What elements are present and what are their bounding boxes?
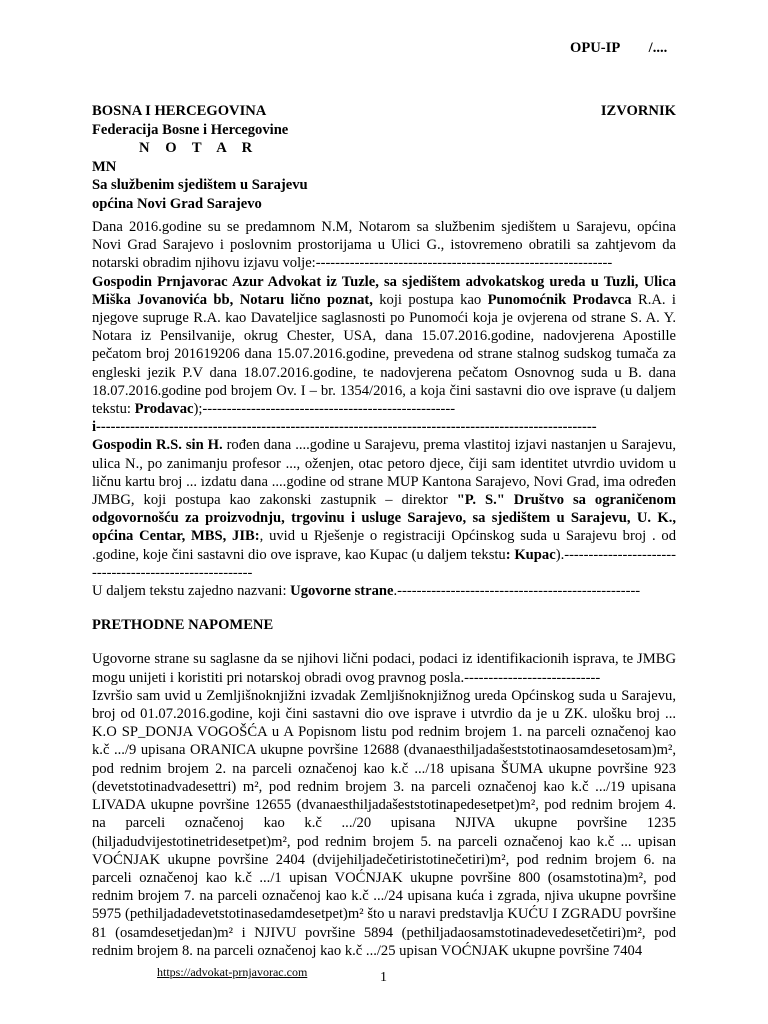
notary-municipality: općina Novi Grad Sarajevo: [92, 195, 262, 212]
intro-paragraph: Dana 2016.godine su se predamnom N.M, Notarom sa službenim sjedištem u Sarajevu, općina Novi Grad Sarajevo i poslovnim prostorijama u Ulici G., istovremeno obratili sa zahtjevom da notarski obradim njihovu izjavu volje:-------------------------------------------------------------: [92, 219, 676, 272]
buyer-name: Gospodin R.S. sin H.: [92, 437, 223, 454]
entity-heading: Federacija Bosne i Hercegovine: [92, 121, 289, 138]
buyer-text-end: ).--------------------------------------------------------: [92, 546, 676, 581]
conjunction-line: [92, 418, 676, 436]
seller-text-rest: R.A. i njegove supruge R.A. kao Davateljice saglasnosti po Punomoći koja je ovjerena od strane S. A. Y. Notara iz Pensilvanije, okrug Chester, USA, dana 15.07.2016.godine, nadovjerena Apostille pečatom broj 201619206 dana 15.07.2016.godine, prevedena od strane stalnog sudskog tumača za engleski jezik P.V dana 18.07.2016.godine, te nadovjerena pečatom Osnovnog suda u B. dana 18.07.2016.godine pod brojem Ov. I – br. 1354/2016, a koja čini sastavni dio ove isprave (u daljem tekstu:: [92, 291, 676, 418]
seller-alias: Prodavac: [134, 401, 194, 418]
section-title: PRETHODNE NAPOMENE: [92, 617, 274, 634]
country-heading: BOSNA I HERCEGOVINA: [92, 103, 267, 119]
together-line: [92, 582, 676, 600]
contracting-parties: Ugovorne strane: [290, 583, 394, 600]
seller-role: Punomoćnik Prodavca: [487, 291, 632, 308]
together-end: .--------------------------------------------------: [393, 583, 641, 600]
original-tag: IZVORNIK: [600, 103, 676, 119]
document-reference: OPU-IP /....: [570, 40, 668, 56]
buyer-text-b: , uvid u Rješenje o registraciji Općinskog suda u Sarajevu broj . od .godine, koje čini sastavni dio ove isprave, kao Kupac (u daljem tekstu: [92, 528, 676, 563]
note-land-registry: Izvršio sam uvid u Zemljišnoknjižni izvadak Zemljišnoknjižnog ureda Općinskog suda u Sarajevu, broj od 01.07.2016.godine, koji čini sastavni dio ove isprave i utvrdio da je u ZK. ulošku broj ... K.O SP_DONJA VOGOŠĆA u A Popisnom listu pod rednim brojem 1. na parceli označenoj kao k.č .../9 upisana ORANICA ukupne površine 12688 (dvanaesthiljadašeststotinaosamdesetosam)m², pod rednim brojem 2. na parceli označenoj kao k.č .../18 upisana ŠUMA ukupne površine 923 (devetstotinadvadesettri) m², pod rednim brojem 3. na parceli označenoj kao k.č .../19 upisana LIVADA ukupne površine 12655 (dvanaesthiljadašeststotinapedesetpet)m², pod rednim brojem 4. na parceli označenoj kao k.č .../20 upisana NJIVA ukupne površine 1235 (hiljadudvijestotinetridesetpet)m², pod rednim brojem 5. na parceli označenoj kao k.č ... upisan VOĆNJAK ukupne površine 2404 (dvijehiljadečetiristotinečetiri)m², pod rednim brojem 6. na parceli označenoj kao k.č .../1 upisan VOĆNJAK ukupne površine 800 (osamstotina)m², pod rednim brojem 7. na parceli označenoj kao k.č .../24 upisana kuća i zgrada, njiva ukupne površine 5975 (pethiljadadevetstotinasedamdesetpet)m² što u naravi predstavlja KUĆU I ZGRADU površine 81 (osamdesetjedan)m² i NJIVU površine 5894 (pethiljadaosamstotinadevedesetčetiri)m², pod rednim brojem 8. na parceli označenoj kao k.č .../25 upisan VOĆNJAK ukupne površine 7404: [92, 687, 676, 959]
buyer-alias: : Kupac: [505, 546, 556, 563]
notary-seat: Sa službenim sjedištem u Sarajevu: [92, 177, 308, 193]
seller-text-end: );----------------------------------------------------: [193, 401, 456, 418]
party-seller-paragraph: [92, 273, 676, 419]
buyer-company: "P. S." Društvo sa ograničenom odgovornošću za proizvodnju, trgovinu i usluge Sarajevo, sa sjedištem u Sarajevu, U. K., općina Centar, MBS, JIB:: [92, 492, 676, 545]
document-body: [92, 218, 676, 960]
footer-website-link[interactable]: https://advokat-prnjavorac.com: [157, 965, 308, 979]
together-text: U daljem tekstu zajedno nazvani:: [92, 583, 291, 600]
conjunction-text: i-------------------------------------------------------------------------------------------------------: [92, 419, 597, 436]
page-number: 1: [380, 970, 387, 985]
note-personal-data: Ugovorne strane su saglasne da se njihovi lični podaci, podaci iz identifikacionih isprava, te JMBG mogu unijeti i koristiti pri notarskoj obradi ovog pravnog posla.----------------------------: [92, 651, 676, 686]
seller-representative: Gospodin Prnjavorac Azur Advokat iz Tuzle, sa sjedištem advokatskog ureda u Tuzli, Ulica Miška Jovanovića bb, Notaru lično poznat,: [92, 273, 676, 308]
notary-initials: MN: [92, 158, 117, 175]
notary-title: N O T A R: [139, 140, 259, 156]
party-buyer-paragraph: [92, 436, 676, 582]
document-header: [92, 102, 676, 213]
seller-text-mid: koji postupa kao: [372, 291, 488, 308]
buyer-text-a: rođen dana ....godine u Sarajevu, prema vlastitoj izjavi nastanjen u Sarajevu, ulica N., po zanimanju profesor ..., oženjen, otac petoro djece, čiji sam identitet utvrdio uvidom u ličnu kartu broj ... izdatu dana ....godine od strane MUP Kantona Sarajevo, Novi Grad, ima određen JMBG, koji postupa kao zakonski zastupnik – direktor: [92, 437, 676, 509]
